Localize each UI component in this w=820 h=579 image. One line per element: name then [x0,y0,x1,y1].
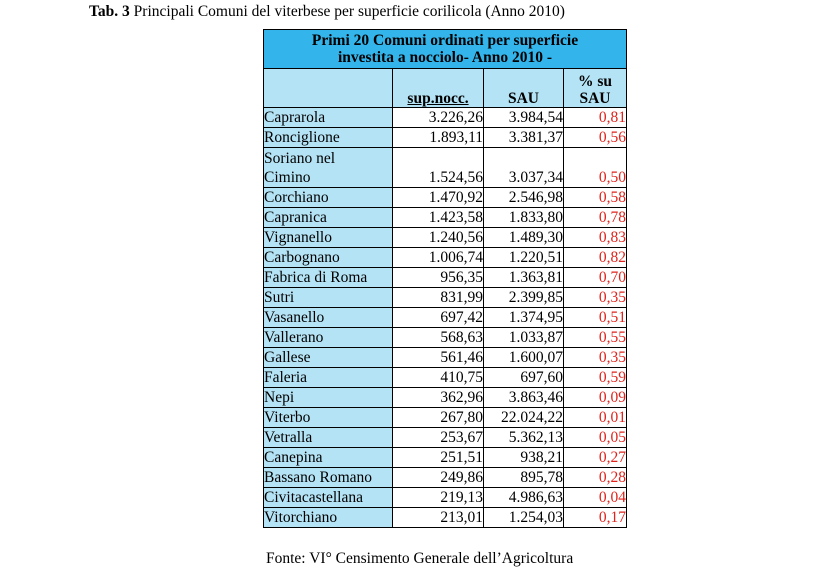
table-row [264,488,627,508]
municipality-name: Faleria [264,368,393,388]
sau-value: 5.362,13 [484,428,564,448]
municipality-name: Ronciglione [264,128,393,148]
sau-value: 1.374,95 [484,308,564,328]
source-note: Fonte: VI° Censimento Generale dell’Agricoltura [266,550,574,567]
sau-value: 1.600,07 [484,348,564,368]
sau-value: 697,60 [484,368,564,388]
pct-sau-value: 0,78 [564,208,627,228]
pct-sau-value: 0,82 [564,248,627,268]
sau-value: 895,78 [484,468,564,488]
sup-nocc-value: 1.240,56 [393,228,484,248]
municipality-name: Soriano nel Cimino [264,148,393,188]
sau-value: 1.489,30 [484,228,564,248]
table-row [264,508,627,528]
municipality-name: Caprarola [264,108,393,128]
sau-value: 1.033,87 [484,328,564,348]
table-row [264,228,627,248]
sup-nocc-value: 956,35 [393,268,484,288]
sau-value: 3.863,46 [484,388,564,408]
sup-nocc-value: 213,01 [393,508,484,528]
municipality-name: Viterbo [264,408,393,428]
table-title [264,30,627,69]
sup-nocc-value: 831,99 [393,288,484,308]
municipality-name: Corchiano [264,188,393,208]
table-row [264,388,627,408]
municipality-name: Canepina [264,448,393,468]
municipality-name: Sutri [264,288,393,308]
table-row [264,128,627,148]
table-row [264,248,627,268]
pct-sau-value: 0,35 [564,348,627,368]
municipality-name: Vasanello [264,308,393,328]
sup-nocc-value: 251,51 [393,448,484,468]
sau-value: 938,21 [484,448,564,468]
pct-sau-value: 0,58 [564,188,627,208]
table-row [264,148,627,188]
pct-sau-value: 0,81 [564,108,627,128]
pct-sau-value: 0,35 [564,288,627,308]
pct-sau-value: 0,59 [564,368,627,388]
table-row [264,328,627,348]
municipality-name: Vallerano [264,328,393,348]
sup-nocc-value: 1.524,56 [393,148,484,188]
sau-value: 1.363,81 [484,268,564,288]
pct-sau-value: 0,05 [564,428,627,448]
caption-text: Principali Comuni del viterbese per superficie corilicola (Anno 2010) [129,3,565,20]
table-row [264,288,627,308]
municipality-name: Vetralla [264,428,393,448]
municipality-name: Capranica [264,208,393,228]
pct-sau-value: 0,28 [564,468,627,488]
pct-sau-value: 0,70 [564,268,627,288]
municipality-name: Fabrica di Roma [264,268,393,288]
sup-nocc-value: 1.470,92 [393,188,484,208]
sup-nocc-value: 219,13 [393,488,484,508]
table-row [264,108,627,128]
table-caption [89,3,565,21]
pct-sau-value: 0,51 [564,308,627,328]
header-pct-sau: % su SAU [564,69,627,108]
municipality-name: Civitacastellana [264,488,393,508]
sau-value: 3.381,37 [484,128,564,148]
header-sau: SAU [484,69,564,108]
municipality-name: Gallese [264,348,393,368]
pct-sau-value: 0,17 [564,508,627,528]
caption-label: Tab. 3 [89,3,130,20]
table-row [264,188,627,208]
table-row [264,268,627,288]
table-title-line1: Primi 20 Comuni ordinati per superficie [311,32,579,49]
sup-nocc-value: 410,75 [393,368,484,388]
municipality-name: Nepi [264,388,393,408]
header-sup-nocc: sup.nocc. [393,69,484,108]
municipality-name: Vitorchiano [264,508,393,528]
municipality-name: Vignanello [264,228,393,248]
table-row [264,408,627,428]
sup-nocc-value: 3.226,26 [393,108,484,128]
table-row [264,308,627,328]
sup-nocc-value: 568,63 [393,328,484,348]
sup-nocc-value: 249,86 [393,468,484,488]
table-row [264,468,627,488]
sup-nocc-value: 1.893,11 [393,128,484,148]
sup-nocc-value: 1.423,58 [393,208,484,228]
municipalities-table [263,29,627,528]
sau-value: 2.399,85 [484,288,564,308]
table-row [264,448,627,468]
municipality-name: Bassano Romano [264,468,393,488]
pct-sau-value: 0,27 [564,448,627,468]
table-row [264,368,627,388]
header-name [264,69,393,108]
pct-sau-value: 0,09 [564,388,627,408]
sau-value: 1.220,51 [484,248,564,268]
pct-sau-value: 0,55 [564,328,627,348]
pct-sau-value: 0,83 [564,228,627,248]
pct-sau-value: 0,04 [564,488,627,508]
sau-value: 3.037,34 [484,148,564,188]
pct-sau-value: 0,01 [564,408,627,428]
sup-nocc-value: 1.006,74 [393,248,484,268]
sau-value: 1.833,80 [484,208,564,228]
sup-nocc-value: 267,80 [393,408,484,428]
table-row [264,428,627,448]
sup-nocc-value: 253,67 [393,428,484,448]
sau-value: 3.984,54 [484,108,564,128]
municipality-name: Carbognano [264,248,393,268]
sup-nocc-value: 362,96 [393,388,484,408]
pct-sau-value: 0,50 [564,148,627,188]
sup-nocc-value: 561,46 [393,348,484,368]
sau-value: 4.986,63 [484,488,564,508]
table-row [264,348,627,368]
pct-sau-value: 0,56 [564,128,627,148]
table-row [264,208,627,228]
sup-nocc-value: 697,42 [393,308,484,328]
table-title-line2: investita a nocciolo- Anno 2010 - [338,49,552,66]
sau-value: 22.024,22 [484,408,564,428]
sau-value: 2.546,98 [484,188,564,208]
sau-value: 1.254,03 [484,508,564,528]
